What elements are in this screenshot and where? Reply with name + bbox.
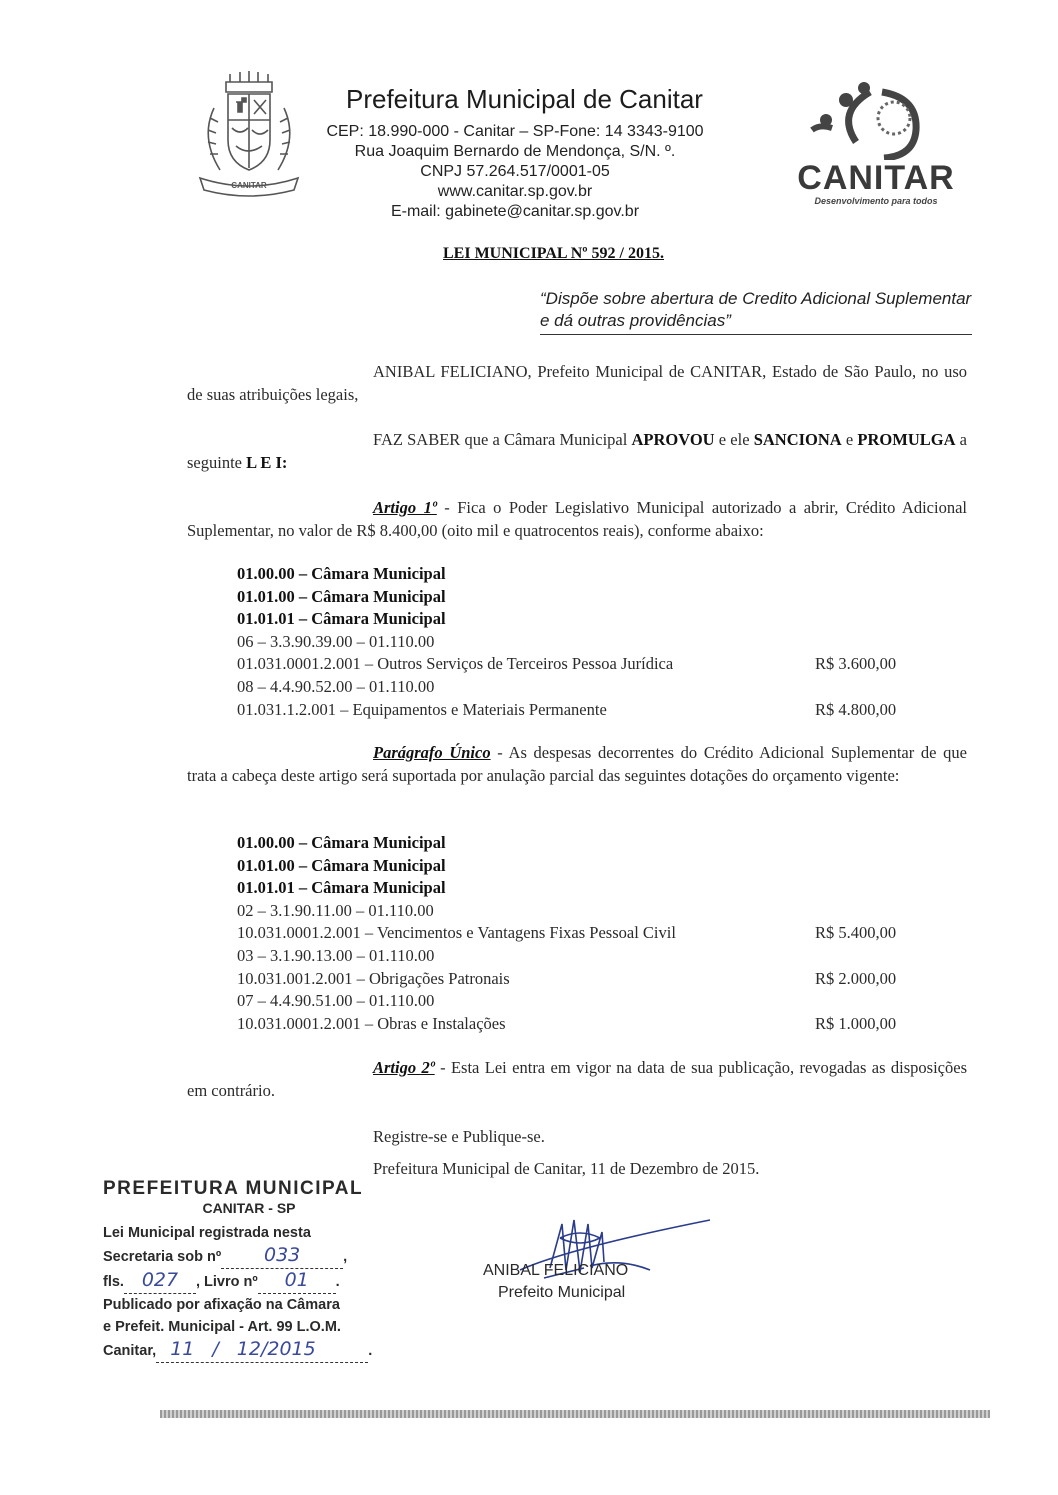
sole-paragraph-label: Parágrafo Único — [373, 743, 491, 762]
registration-stamp — [103, 1178, 395, 1363]
signatory-role: Prefeito Municipal — [498, 1284, 626, 1301]
law-heading: LEI MUNICIPAL Nº 592 / 2015. — [443, 245, 664, 262]
registre-line: Registre-se e Publique-se. — [373, 1127, 545, 1146]
stamp-line-2: Secretaria sob nº 033 , — [103, 1244, 395, 1269]
header-address-cep: CEP: 18.990-000 - Canitar – SP-Fone: 14 3343-9100 — [326, 123, 704, 140]
header-cnpj: CNPJ 57.264.517/0001-05 — [420, 163, 610, 180]
folio-number: 027 — [141, 1269, 179, 1291]
article-2-paragraph: Artigo 2º - Esta Lei entra em vigor na data de sua publicação, revogadas as disposições em contrário. — [187, 1058, 967, 1100]
article-2-label: Artigo 2º — [373, 1058, 435, 1077]
list-item: 01.01.01 – Câmara Municipal — [237, 878, 446, 898]
logo-slogan: Desenvolvimento para todos — [814, 196, 938, 206]
annulment-list — [237, 832, 917, 1035]
list-item: 08 – 4.4.90.52.00 – 01.110.00 — [237, 676, 435, 696]
stamp-subtitle: CANITAR - SP — [202, 1200, 296, 1216]
canitar-logo — [786, 80, 966, 210]
publish-day: 11 — [170, 1338, 195, 1360]
svg-text:CANITAR: CANITAR — [231, 181, 267, 190]
list-item: 02 – 3.1.90.11.00 – 01.110.00 — [237, 900, 434, 920]
publish-month: 12 — [236, 1338, 261, 1360]
list-item: 10.031.001.2.001 – Obrigações Patronais R$ 2.000,00 — [237, 968, 897, 988]
stamp-line-4: Publicado por afixação na Câmara — [103, 1297, 340, 1313]
scan-footer-bar — [160, 1410, 990, 1418]
list-item: 01.031.0001.2.001 – Outros Serviços de Terceiros Pessoa Jurídica R$ 3.600,00 — [237, 654, 897, 674]
signatory-name: ANIBAL FELICIANO — [483, 1262, 629, 1279]
list-item: 01.031.1.2.001 – Equipamentos e Materiais Permanente R$ 4.800,00 — [237, 699, 897, 719]
article-1-paragraph: Artigo 1º - Fica o Poder Legislativo Municipal autorizado a abrir, Crédito Adicional Suplementar, no valor de R$ 8.400,00 (oito mil e quatrocentos reais), conforme abaixo: — [187, 498, 967, 540]
book-number: 01 — [284, 1269, 309, 1291]
stamp-title: PREFEITURA MUNICIPAL — [103, 1178, 364, 1199]
people-icon — [786, 80, 966, 160]
header-website: www.canitar.sp.gov.br — [437, 183, 593, 200]
publish-year: 2015 — [267, 1338, 316, 1360]
promulgation-paragraph: FAZ SABER que a Câmara Municipal APROVOU e ele SANCIONA e PROMULGA a seguinte L E I: — [187, 430, 968, 472]
header-address-street: Rua Joaquim Bernardo de Mendonça, S/N. º. — [354, 143, 676, 160]
credit-allocation-list — [237, 563, 917, 721]
stamp-line-1: Lei Municipal registrada nesta — [103, 1225, 311, 1241]
list-item: 01.01.00 – Câmara Municipal — [237, 586, 446, 606]
list-item: 07 – 4.4.90.51.00 – 01.110.00 — [237, 991, 435, 1011]
list-item: 01.01.01 – Câmara Municipal — [237, 609, 446, 629]
stamp-line-5: e Prefeit. Municipal - Art. 99 L.O.M. — [103, 1319, 341, 1335]
list-item: 01.00.00 – Câmara Municipal — [237, 564, 446, 583]
sole-paragraph: Parágrafo Único - As despesas decorrentes do Crédito Adicional Suplementar de que trata a cabeça deste artigo será suportada por anulação parcial das seguintes dotações do orçamento vigente: — [187, 743, 967, 785]
stamp-line-3: fls. 027 , Livro nº 01 . — [103, 1269, 395, 1294]
list-item: 01.00.00 – Câmara Municipal — [237, 833, 446, 852]
list-item: 10.031.0001.2.001 – Obras e Instalações R$ 1.000,00 — [237, 1013, 897, 1033]
list-item: 03 – 3.1.90.13.00 – 01.110.00 — [237, 945, 435, 965]
law-ementa: “Dispõe sobre abertura de Credito Adicional Suplementar e dá outras providências” — [540, 289, 972, 330]
list-item: 10.031.0001.2.001 – Vencimentos e Vantagens Fixas Pessoal Civil R$ 5.400,00 — [237, 923, 897, 943]
list-item: 06 – 3.3.90.39.00 – 01.110.00 — [237, 631, 435, 651]
ementa-underline — [540, 334, 972, 335]
municipality-title: Prefeitura Municipal de Canitar — [346, 84, 703, 114]
date-line: Prefeitura Municipal de Canitar, 11 de Dezembro de 2015. — [373, 1159, 760, 1178]
logo-wordmark: CANITAR — [797, 159, 955, 197]
municipal-crest — [196, 68, 302, 198]
registry-number: 033 — [263, 1244, 301, 1266]
preamble-paragraph: ANIBAL FELICIANO, Prefeito Municipal de CANITAR, Estado de São Paulo, no uso de suas atribuições legais, — [187, 362, 967, 404]
stamp-line-6: Canitar, 11 / 12/2015 . — [103, 1338, 395, 1363]
article-1-label: Artigo 1º — [373, 498, 437, 517]
list-item: 01.01.00 – Câmara Municipal — [237, 855, 446, 875]
header-email: E-mail: gabinete@canitar.sp.gov.br — [390, 203, 640, 220]
